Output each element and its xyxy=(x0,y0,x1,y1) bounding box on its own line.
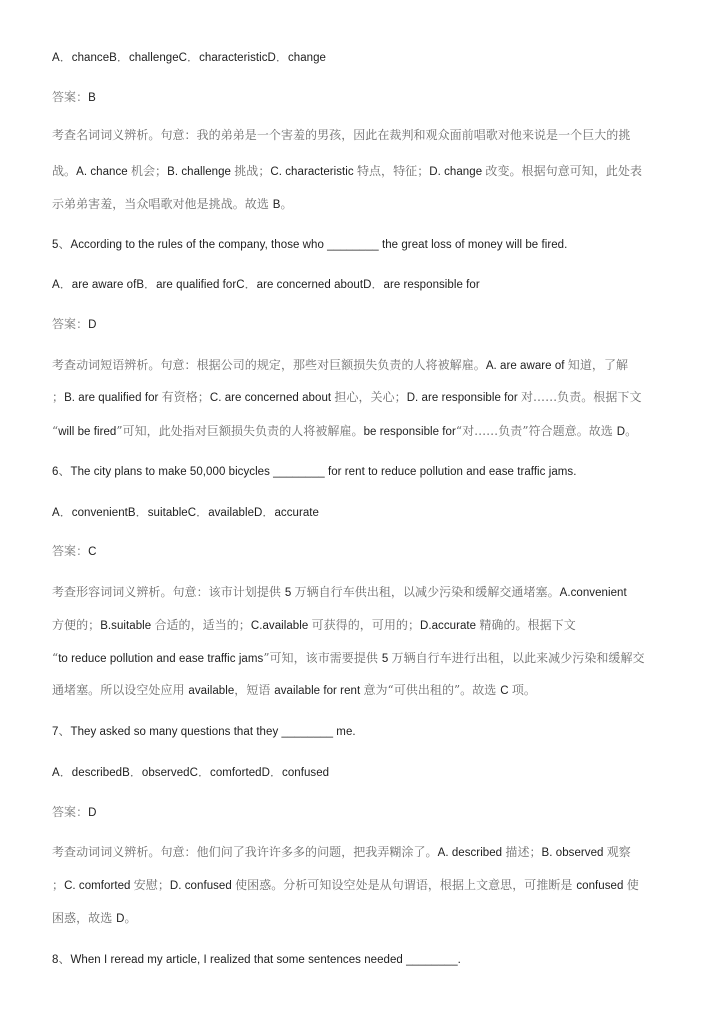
english-text-run: When I reread my article, I realized that some sentences needed ________. xyxy=(70,954,461,966)
answer-value: C xyxy=(88,546,97,558)
english-text-run: be responsible for xyxy=(363,426,456,438)
chinese-text-run: ； xyxy=(52,390,65,404)
question-text xyxy=(52,723,356,740)
chinese-text-run: 万辆自行车进行出租，以此来减少污染和缓解交 xyxy=(391,651,645,665)
answer-label: 答案： xyxy=(52,544,89,558)
english-text-run: A xyxy=(52,279,60,291)
chinese-text-run: 、 xyxy=(58,724,71,738)
english-text-run: convenientB xyxy=(71,507,136,519)
english-text-run: describedB xyxy=(71,767,130,779)
english-text-run: will be fired xyxy=(58,426,117,438)
explanation-text xyxy=(52,844,631,861)
chinese-text-run: 项。 xyxy=(511,683,536,697)
chinese-text-run: ； xyxy=(52,878,65,892)
english-text-run: D. change xyxy=(429,166,486,178)
chinese-text-run: 对……负责。根据下文 xyxy=(521,390,642,404)
answer-options xyxy=(52,504,319,521)
english-text-run: D.accurate xyxy=(420,620,480,632)
english-text-run: are qualified forC xyxy=(156,279,245,291)
chinese-text-run: ． xyxy=(187,50,200,64)
chinese-text-run: 使 xyxy=(626,878,639,892)
answer-key xyxy=(52,804,97,821)
chinese-text-run: 示弟弟害羞，当众唱歌对他是挑战。故选 xyxy=(52,197,273,211)
english-text-run: available for rent xyxy=(274,685,364,697)
chinese-text-run: ”可知，此处指对巨额损失负责的人将被解雇。 xyxy=(116,424,364,438)
explanation-text xyxy=(52,163,642,180)
chinese-text-run: ． xyxy=(196,505,209,519)
answer-key xyxy=(52,89,96,106)
chinese-text-run: 改变。根据句意可知，此处表 xyxy=(485,164,643,178)
chinese-text-run: 安慰； xyxy=(133,878,170,892)
english-text-run: B. are qualified for xyxy=(64,392,162,404)
chinese-text-run: ． xyxy=(59,50,72,64)
english-text-run: 7 xyxy=(52,726,59,738)
english-text-run: availableD xyxy=(208,507,263,519)
chinese-text-run: ”可知，该市需要提供 xyxy=(263,651,382,665)
chinese-text-run: 困惑，故选 xyxy=(52,911,117,925)
english-text-run: challengeC xyxy=(128,52,188,64)
english-text-run: B. challenge xyxy=(167,166,235,178)
chinese-text-run: ． xyxy=(129,765,142,779)
chinese-text-run: 、 xyxy=(58,237,71,251)
answer-key xyxy=(52,543,97,560)
chinese-text-run: ． xyxy=(269,765,283,779)
english-text-run: 8 xyxy=(52,954,59,966)
chinese-text-run: 特点，特征； xyxy=(356,164,430,178)
english-text-run: characteristicD xyxy=(199,52,276,64)
chinese-text-run: ． xyxy=(144,277,157,291)
chinese-text-run: 考查形容词词义辨析。句意：该市计划提供 xyxy=(52,585,285,599)
chinese-text-run: “ xyxy=(52,424,59,438)
chinese-text-run: ． xyxy=(116,50,129,64)
english-text-run: A xyxy=(52,52,60,64)
explanation-text xyxy=(52,196,293,213)
chinese-text-run: 挑战； xyxy=(234,164,271,178)
answer-label: 答案： xyxy=(52,805,89,819)
answer-value: D xyxy=(88,319,97,331)
explanation-text xyxy=(52,877,639,894)
chinese-text-run: 合适的，适当的； xyxy=(154,618,251,632)
chinese-text-run: 考查动词词义辨析。句意：他们问了我许许多多的问题，把我弄糊涂了。 xyxy=(52,845,438,859)
chinese-text-run: 机会； xyxy=(130,164,168,178)
chinese-text-run: 方便的； xyxy=(52,618,101,632)
english-text-run: A xyxy=(52,507,60,519)
english-text-run: to reduce pollution and ease traffic jams xyxy=(58,653,264,665)
chinese-text-run: 意为“可供出租的”。故选 xyxy=(363,683,501,697)
english-text-run: 6 xyxy=(52,466,59,478)
english-text-run: D. confused xyxy=(169,880,236,892)
english-text-run: B xyxy=(272,199,281,211)
chinese-text-run: ． xyxy=(197,765,211,779)
answer-label: 答案： xyxy=(52,317,89,331)
english-text-run: C xyxy=(500,685,512,697)
english-text-run: B.suitable xyxy=(100,620,155,632)
chinese-text-run: 、 xyxy=(58,952,71,966)
chinese-text-run: 通堵塞。所以设空处应用 xyxy=(52,683,189,697)
english-text-run: D xyxy=(616,426,626,438)
chinese-text-run: 知道，了解 xyxy=(567,358,629,372)
english-text-run: According to the rules of the company, those who ________ the great loss of money will be fired. xyxy=(70,239,568,251)
answer-options xyxy=(52,276,480,293)
english-text-run: C. characteristic xyxy=(270,166,357,178)
chinese-text-run: 可获得的，可用的； xyxy=(311,618,421,632)
chinese-text-run: 。 xyxy=(625,424,638,438)
english-text-run: B. observed xyxy=(541,847,607,859)
chinese-text-run: “ xyxy=(52,651,59,665)
english-text-run: C. comforted xyxy=(64,880,134,892)
english-text-run: accurate xyxy=(274,507,319,519)
chinese-text-run: 使困惑。分析可知设空处是从句谓语，根据上文意思，可推断是 xyxy=(235,878,577,892)
english-text-run: A. described xyxy=(437,847,506,859)
chinese-text-run: 。 xyxy=(280,197,293,211)
chinese-text-run: ． xyxy=(59,505,72,519)
english-text-run: A xyxy=(52,767,60,779)
english-text-run: suitableC xyxy=(147,507,197,519)
answer-value: D xyxy=(88,807,97,819)
english-text-run: 5 xyxy=(381,653,392,665)
english-text-run: The city plans to make 50,000 bicycles ________ for rent to reduce pollution and ease traffic jams. xyxy=(70,466,577,478)
explanation-text xyxy=(52,584,627,601)
chinese-text-run: 描述； xyxy=(505,845,542,859)
english-text-run: C.available xyxy=(250,620,312,632)
chinese-text-run: ，短语 xyxy=(234,683,275,697)
english-text-run: chanceB xyxy=(71,52,117,64)
english-text-run: A. are aware of xyxy=(485,360,568,372)
chinese-text-run: 。 xyxy=(124,911,137,925)
english-text-run: A. chance xyxy=(76,166,131,178)
chinese-text-run: ． xyxy=(59,765,72,779)
english-text-run: change xyxy=(287,52,326,64)
english-text-run: comfortedD xyxy=(210,767,270,779)
english-text-run: 5 xyxy=(284,587,295,599)
chinese-text-run: ． xyxy=(59,277,72,291)
english-text-run: C. are concerned about xyxy=(209,392,335,404)
answer-label: 答案： xyxy=(52,90,89,104)
english-text-run: A.convenient xyxy=(559,587,627,599)
english-text-run: are aware ofB xyxy=(71,279,145,291)
explanation-text xyxy=(52,423,637,440)
explanation-text xyxy=(52,127,630,144)
chinese-text-run: 战。 xyxy=(52,164,77,178)
english-text-run: are concerned aboutD xyxy=(256,279,372,291)
answer-options xyxy=(52,764,329,781)
english-text-run: available xyxy=(188,685,235,697)
chinese-text-run: 考查名词词义辨析。句意：我的弟弟是一个害羞的男孩，因此在裁判和观众面前唱歌对他来说是一个巨大的挑 xyxy=(52,128,631,142)
english-text-run: D xyxy=(116,913,125,925)
explanation-text xyxy=(52,617,576,634)
chinese-text-run: “对……负责”符合题意。故选 xyxy=(455,424,617,438)
question-text xyxy=(52,463,576,480)
english-text-run: 5 xyxy=(52,239,59,251)
english-text-run: D. are responsible for xyxy=(406,392,521,404)
explanation-text xyxy=(52,682,536,699)
chinese-text-run: ． xyxy=(135,505,148,519)
answer-key xyxy=(52,316,97,333)
explanation-text xyxy=(52,389,642,406)
answer-options xyxy=(52,49,326,66)
english-text-run: observedC xyxy=(141,767,198,779)
explanation-text xyxy=(52,910,137,927)
question-text xyxy=(52,236,567,253)
chinese-text-run: 观察 xyxy=(606,845,631,859)
chinese-text-run: 有资格； xyxy=(161,390,210,404)
english-text-run: confused xyxy=(282,767,330,779)
chinese-text-run: ． xyxy=(262,505,275,519)
question-text xyxy=(52,951,461,968)
english-text-run: They asked so many questions that they ________ me. xyxy=(70,726,356,738)
chinese-text-run: ． xyxy=(244,277,257,291)
english-text-run: are responsible for xyxy=(383,279,480,291)
explanation-text xyxy=(52,650,645,667)
chinese-text-run: 万辆自行车供出租，以减少污染和缓解交通堵塞。 xyxy=(294,585,560,599)
explanation-text xyxy=(52,357,628,374)
chinese-text-run: 考查动词短语辨析。句意：根据公司的规定，那些对巨额损失负责的人将被解雇。 xyxy=(52,358,486,372)
chinese-text-run: 精确的。根据下文 xyxy=(479,618,576,632)
answer-value: B xyxy=(88,92,96,104)
chinese-text-run: 、 xyxy=(58,464,71,478)
chinese-text-run: ． xyxy=(275,50,288,64)
chinese-text-run: 担心，关心； xyxy=(334,390,407,404)
english-text-run: confused xyxy=(576,880,627,892)
chinese-text-run: ． xyxy=(371,277,384,291)
